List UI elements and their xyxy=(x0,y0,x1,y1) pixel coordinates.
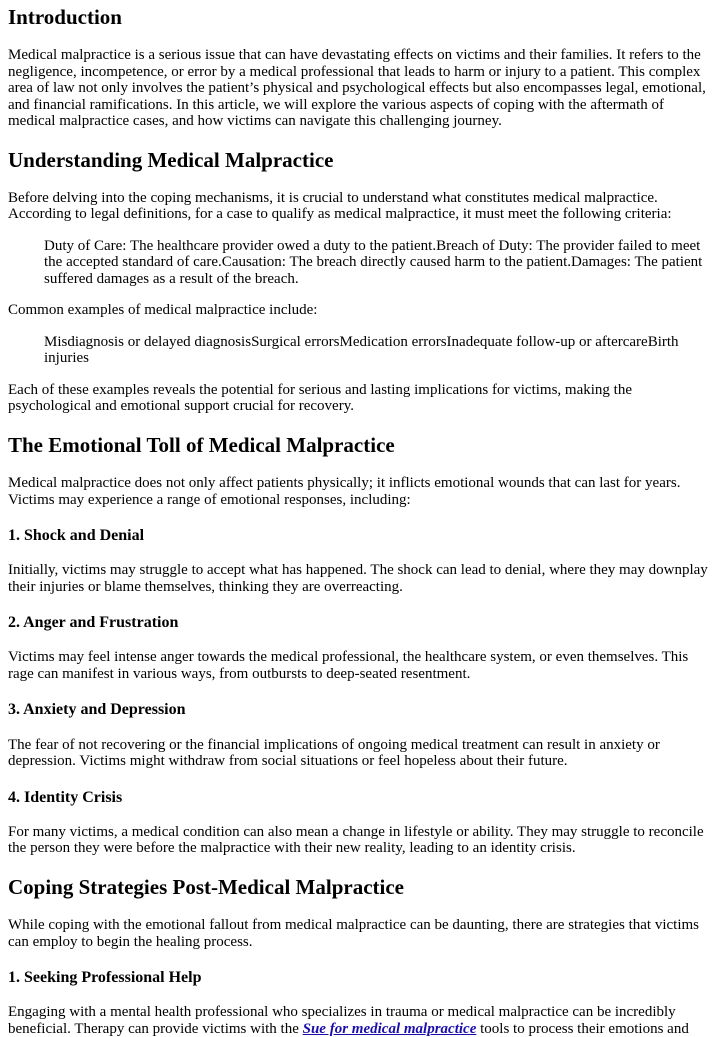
coping-text-after: tools to process their emotions and xyxy=(476,1020,689,1037)
intro-paragraph: Medical malpractice is a serious issue that can have devastating effects on victims and their families. It refers to the negligence, incompetence, or error by a medical professional that leads to harm or injury to a patient. This complex area of law not only involves the patient’s physical and psychological effects but also encompasses legal, emotional, and financial ramifications. In this article, we will explore the various aspects of coping with the aftermath of medical malpractice cases, and how victims can navigate this challenging journey. xyxy=(8,47,706,130)
understanding-closing: Each of these examples reveals the potential for serious and lasting implications for victims, making the psychological and emotional support crucial for recovery. xyxy=(8,381,632,415)
emotional-heading: The Emotional Toll of Medical Malpractice xyxy=(8,432,395,457)
emotional-item-heading: 4. Identity Crisis xyxy=(8,788,123,806)
emotional-item-heading: 1. Shock and Denial xyxy=(8,527,145,545)
emotional-item-text: For many victims, a medical condition can also mean a change in lifestyle or ability. They may struggle to reconcile the person they were before the malpractice with their new reality, leading to an identity crisis. xyxy=(8,823,704,857)
malpractice-link[interactable]: Sue for medical malpractice xyxy=(302,1020,477,1037)
emotional-item-text: Initially, victims may struggle to accept what has happened. The shock can lead to denial, where they may downplay their injuries or blame themselves, thinking they are overreacting. xyxy=(8,562,708,595)
emotional-item-text: Victims may feel intense anger towards the medical professional, the healthcare system, or even themselves. This rage can manifest in various ways, from outbursts to deep-seated resentment. xyxy=(8,649,689,682)
understanding-heading: Understanding Medical Malpractice xyxy=(8,147,334,172)
coping-heading: Coping Strategies Post-Medical Malpractice xyxy=(8,874,404,899)
emotional-paragraph: Medical malpractice does not only affect patients physically; it inflicts emotional wounds that can last for years. Victims may experience a range of emotional responses, including: xyxy=(8,475,681,508)
understanding-paragraph: Before delving into the coping mechanisms, it is crucial to understand what constitutes medical malpractice. According to legal definitions, for a case to qualify as medical malpractice, it must meet the following criteria: xyxy=(8,189,672,223)
coping-text-before: Engaging with a mental health professional who specializes in trauma or medical malpractice can be incredibly beneficial. Therapy can provide victims with the xyxy=(8,1004,676,1037)
emotional-item-text: The fear of not recovering or the financial implications of ongoing medical treatment can result in anxiety or depression. Victims might withdraw from social situations or feel hopeless about their future. xyxy=(8,736,660,770)
coping-item-text xyxy=(8,1004,712,1037)
coping-paragraph: While coping with the emotional fallout from medical malpractice can be daunting, there are strategies that victims can employ to begin the healing process. xyxy=(8,917,700,950)
criteria-list: Duty of Care: The healthcare provider owed a duty to the patient.Breach of Duty: The provider failed to meet the accepted standard of care.Causation: The breach directly caused harm to the patient.Damages: The patient suffered damages as a result of the breach. xyxy=(44,237,703,287)
emotional-item-heading: 3. Anxiety and Depression xyxy=(8,701,186,719)
examples-list: Misdiagnosis or delayed diagnosisSurgical errorsMedication errorsInadequate follow-up or aftercareBirth injuries xyxy=(44,333,679,367)
emotional-item-heading: 2. Anger and Frustration xyxy=(8,614,179,632)
coping-item-heading: 1. Seeking Professional Help xyxy=(8,969,202,986)
intro-heading: Introduction xyxy=(8,5,122,29)
examples-intro: Common examples of medical malpractice include: xyxy=(8,302,318,319)
